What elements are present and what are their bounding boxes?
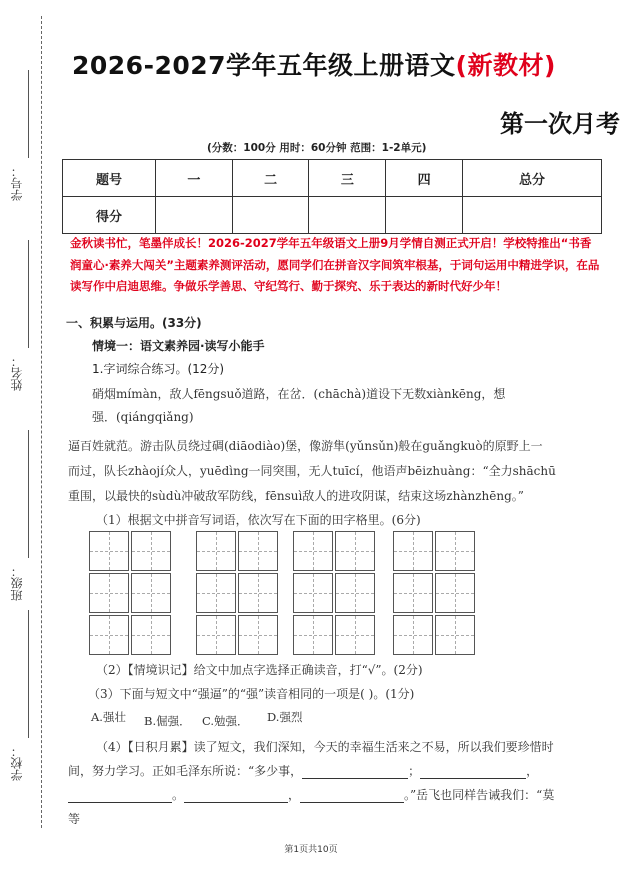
grid-cell[interactable] [335, 573, 375, 613]
grid-cell[interactable] [238, 615, 278, 655]
option-a[interactable]: A.强壮 [91, 710, 126, 724]
scene-heading: 情境一：语文素养园·读写小能手 [92, 339, 265, 353]
grid-cell[interactable] [238, 573, 278, 613]
grid-cell[interactable] [335, 531, 375, 571]
score-input[interactable] [156, 197, 233, 234]
grid-cell[interactable] [293, 531, 333, 571]
title-highlight: (新教材) [455, 51, 556, 80]
passage-line: 逼百姓就范。游击队员绕过碉(diāodiào)堡，像游隼(yǔnsǔn)般在guǎngkuò的原野上一 [68, 439, 543, 453]
exam-info: (分数：100分 用时：60分钟 范围：1-2单元) [207, 142, 427, 154]
score-cell: 四 [386, 160, 463, 197]
grid-cell[interactable] [131, 531, 171, 571]
grid-cell[interactable] [335, 615, 375, 655]
answer-blank[interactable] [300, 789, 404, 803]
name-label: 姓名： [10, 355, 24, 391]
answer-blank[interactable] [420, 765, 526, 779]
title-main: 2026-2027学年五年级上册语文 [72, 51, 456, 80]
grid-cell[interactable] [131, 573, 171, 613]
page-title [72, 46, 556, 82]
student-id-label: 学号： [10, 165, 24, 201]
score-cell: 二 [232, 160, 309, 197]
grid-cell[interactable] [89, 615, 129, 655]
binding-dashed-line [41, 16, 42, 828]
sub-question: （3）下面与短文中“强逼”的“强”读音相同的一项是( )。(1分) [88, 687, 415, 701]
class-field[interactable] [28, 430, 29, 558]
grid-cell[interactable] [293, 615, 333, 655]
option-b[interactable]: B.倔强． [144, 714, 191, 728]
grid-cell[interactable] [196, 531, 236, 571]
grid-cell[interactable] [89, 531, 129, 571]
grid-cell[interactable] [435, 531, 475, 571]
grid-cell[interactable] [89, 573, 129, 613]
sub-question: （2）【情境识记】给文中加点字选择正确读音，打“√”。(2分) [96, 663, 423, 677]
grid-cell[interactable] [196, 615, 236, 655]
sub-question: （1）根据文中拼音写词语，依次写在下面的田字格里。(6分) [96, 513, 421, 527]
score-cell: 总分 [462, 160, 601, 197]
question-heading: 1.字词综合练习。(12分) [92, 362, 225, 376]
sub-question-line: 。 ， 。”岳飞也同样告诫我们：“莫 [68, 786, 554, 803]
class-label: 班级： [10, 565, 24, 601]
option-c[interactable]: C.勉强． [202, 714, 249, 728]
answer-blank[interactable] [68, 789, 172, 803]
score-input[interactable] [232, 197, 309, 234]
score-cell: 一 [156, 160, 233, 197]
grid-cell[interactable] [393, 615, 433, 655]
score-label: 得分 [63, 197, 156, 234]
score-input[interactable] [386, 197, 463, 234]
grid-cell[interactable] [196, 573, 236, 613]
grid-cell[interactable] [435, 573, 475, 613]
score-header-row [63, 160, 602, 197]
page-footer: 第1页共10页 [284, 845, 338, 855]
score-table [62, 159, 602, 234]
grid-cell[interactable] [293, 573, 333, 613]
name-field[interactable] [28, 240, 29, 348]
passage-line: 而过，队长zhàojí众人，yuēdìng一同突围，无人tuīcí，他语声bēizhuàng：“全力shāchū [68, 464, 556, 478]
score-value-row [63, 197, 602, 234]
grid-cell[interactable] [238, 531, 278, 571]
passage-line: 强．(qiángqiǎng) [92, 410, 194, 424]
score-input[interactable] [309, 197, 386, 234]
sub-question-line: 等 [68, 812, 81, 826]
exam-name: 第一次月考 [500, 110, 620, 138]
grid-cell[interactable] [435, 615, 475, 655]
sub-question: （4）【日积月累】读了短文，我们深知，今天的幸福生活来之不易，所以我们要珍惜时 [96, 740, 554, 754]
student-id-field[interactable] [28, 70, 29, 158]
answer-blank[interactable] [302, 765, 408, 779]
grid-cell[interactable] [393, 573, 433, 613]
school-field[interactable] [28, 610, 29, 738]
score-cell: 三 [309, 160, 386, 197]
grid-cell[interactable] [393, 531, 433, 571]
grid-cell[interactable] [131, 615, 171, 655]
school-label: 学校： [10, 745, 24, 781]
answer-blank[interactable] [184, 789, 288, 803]
passage-line: 硝烟mímàn，敌人fēngsuǒ道路，在岔．(chāchà)道设下无数xiànkēng，想 [92, 387, 506, 401]
score-input[interactable] [462, 197, 601, 234]
sub-question-text: ”岳飞也同样告诫我们：“莫 [410, 788, 555, 802]
intro-paragraph: 金秋读书忙，笔墨伴成长！2026-2027学年五年级语文上册9月学情自测正式开启！学校特推出“书香润童心·素养大闯关”主题素养测评活动，愿同学们在拼音汉字间筑牢根基，于词句运用中精进学识，在品读写作中启迪思维。争做乐学善思、守纪笃行、勤于探究、乐于表达的新时代好少年！ [70, 236, 600, 293]
sub-question-text: 间，努力学习。正如毛泽东所说：“多少事， [68, 764, 303, 778]
passage-line: 重围，以最快的sùdù冲破敌军防线，fēnsuì敌人的进攻阴谋，结束这场zhànzhēng。” [68, 489, 524, 503]
option-d[interactable]: D.强烈 [267, 710, 303, 724]
sub-question-line: 间，努力学习。正如毛泽东所说：“多少事， ； ， [68, 764, 539, 778]
score-cell: 题号 [63, 160, 156, 197]
section-heading: 一、积累与运用。(33分) [66, 316, 202, 330]
